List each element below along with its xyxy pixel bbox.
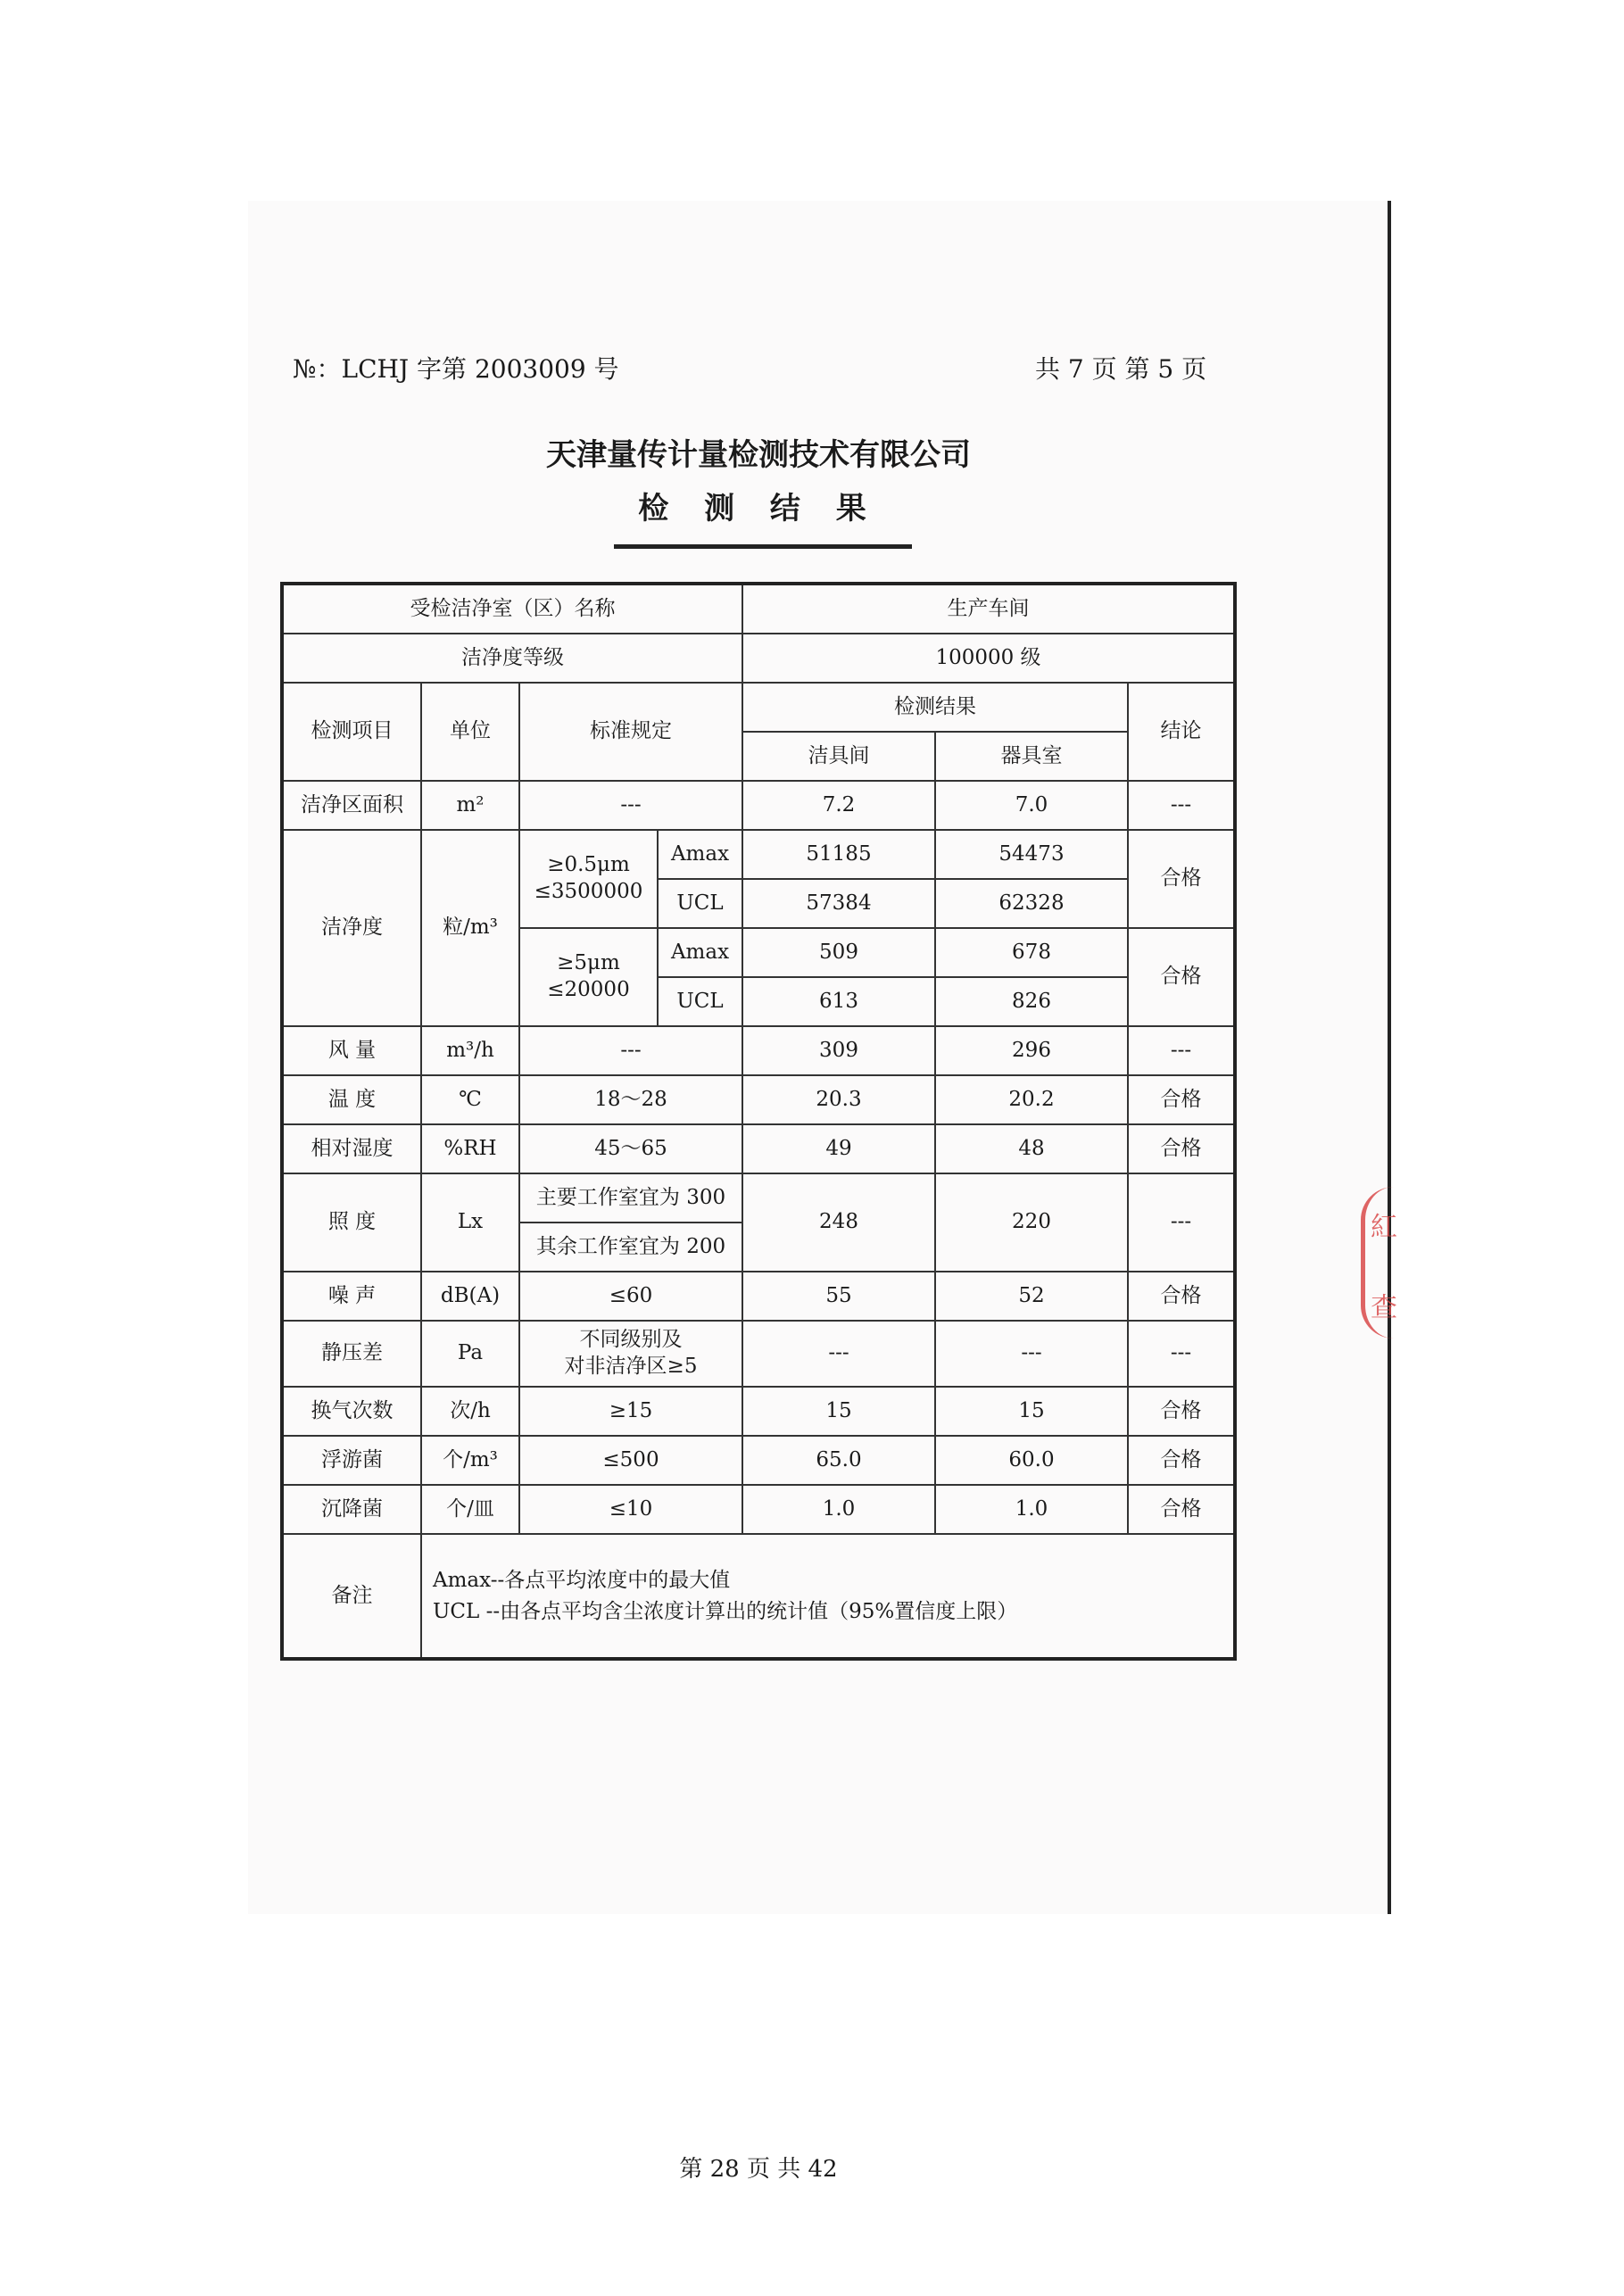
stat-label-cell: UCL — [658, 977, 742, 1026]
standard-cell: 主要工作室宜为 300 — [519, 1173, 742, 1223]
value-cell: 49 — [742, 1124, 935, 1173]
unit-cell: ℃ — [421, 1075, 519, 1124]
conclusion-cell: --- — [1128, 1173, 1235, 1272]
note-line: UCL --由各点平均含尘浓度计算出的统计值（95%置信度上限） — [433, 1599, 1018, 1623]
grade-value: 100000 级 — [742, 634, 1235, 683]
standard-line: ≥5μm — [557, 951, 620, 975]
conclusion-cell: 合格 — [1128, 1272, 1235, 1321]
standard-line: 不同级别及 — [579, 1328, 683, 1352]
standard-cell — [519, 928, 658, 1026]
item-cell: 温 度 — [282, 1075, 421, 1124]
value-cell: 220 — [935, 1173, 1128, 1272]
table-row — [282, 1124, 1235, 1173]
value-cell: 20.3 — [742, 1075, 935, 1124]
unit-cell: 粒/m³ — [421, 830, 519, 1026]
room-label: 受检洁净室（区）名称 — [282, 584, 742, 634]
item-cell: 洁净度 — [282, 830, 421, 1026]
table-header-row — [282, 683, 1235, 732]
value-cell: 248 — [742, 1173, 935, 1272]
standard-line: 对非洁净区≥5 — [564, 1355, 698, 1378]
value-cell: 54473 — [935, 830, 1128, 879]
page-footer: 第 28 页 共 42 — [679, 2156, 838, 2183]
value-cell: 509 — [742, 928, 935, 977]
grade-label: 洁净度等级 — [282, 634, 742, 683]
conclusion-cell: 合格 — [1128, 1075, 1235, 1124]
conclusion-cell: --- — [1128, 1026, 1235, 1075]
table-row — [282, 1075, 1235, 1124]
unit-cell: Lx — [421, 1173, 519, 1272]
stat-label-cell: Amax — [658, 928, 742, 977]
value-cell: 57384 — [742, 879, 935, 928]
standard-cell: ≤10 — [519, 1485, 742, 1534]
standard-cell: 其余工作室宜为 200 — [519, 1223, 742, 1272]
standard-line: ≤3500000 — [534, 880, 643, 903]
standard-line: ≤20000 — [547, 978, 630, 1001]
item-cell: 浮游菌 — [282, 1436, 421, 1485]
table-row — [282, 634, 1235, 683]
value-cell: 613 — [742, 977, 935, 1026]
value-cell: 1.0 — [742, 1485, 935, 1534]
item-cell: 噪 声 — [282, 1272, 421, 1321]
note-line: Amax--各点平均浓度中的最大值 — [433, 1569, 731, 1592]
unit-cell: %RH — [421, 1124, 519, 1173]
conclusion-cell: 合格 — [1128, 928, 1235, 1026]
table-row — [282, 781, 1235, 830]
table-row — [282, 1485, 1235, 1534]
header-standard: 标准规定 — [519, 683, 742, 781]
value-cell: 52 — [935, 1272, 1128, 1321]
value-cell: 20.2 — [935, 1075, 1128, 1124]
room-value: 生产车间 — [742, 584, 1235, 634]
document-page-info: 共 7 页 第 5 页 — [1035, 354, 1207, 384]
notes-row — [282, 1534, 1235, 1659]
table-row — [282, 1272, 1235, 1321]
item-cell: 静压差 — [282, 1321, 421, 1387]
value-cell: 65.0 — [742, 1436, 935, 1485]
table-row — [282, 830, 1235, 879]
value-cell: 678 — [935, 928, 1128, 977]
item-cell: 沉降菌 — [282, 1485, 421, 1534]
value-cell: 1.0 — [935, 1485, 1128, 1534]
unit-cell: m² — [421, 781, 519, 830]
section-title: 检 测 结 果 — [638, 491, 879, 526]
conclusion-cell: 合格 — [1128, 1485, 1235, 1534]
unit-cell: 次/h — [421, 1387, 519, 1436]
company-name: 天津量传计量检测技术有限公司 — [546, 437, 971, 473]
unit-cell: 个/皿 — [421, 1485, 519, 1534]
item-cell: 照 度 — [282, 1173, 421, 1272]
conclusion-cell: --- — [1128, 1321, 1235, 1387]
conclusion-cell: 合格 — [1128, 1436, 1235, 1485]
standard-cell: ≥15 — [519, 1387, 742, 1436]
header-conclusion: 结论 — [1128, 683, 1235, 781]
conclusion-cell: 合格 — [1128, 1387, 1235, 1436]
value-cell: 60.0 — [935, 1436, 1128, 1485]
value-cell: 7.2 — [742, 781, 935, 830]
value-cell: 296 — [935, 1026, 1128, 1075]
standard-cell: ≤60 — [519, 1272, 742, 1321]
standard-cell: --- — [519, 781, 742, 830]
table-row — [282, 1321, 1235, 1387]
unit-cell: 个/m³ — [421, 1436, 519, 1485]
table-row — [282, 1173, 1235, 1223]
value-cell: --- — [742, 1321, 935, 1387]
red-stamp-fragment: 紅 查 — [1361, 1187, 1394, 1339]
standard-cell: ≤500 — [519, 1436, 742, 1485]
document-number: №：LCHJ 字第 2003009 号 — [293, 354, 619, 384]
item-cell: 换气次数 — [282, 1387, 421, 1436]
value-cell: 51185 — [742, 830, 935, 879]
unit-cell: m³/h — [421, 1026, 519, 1075]
item-cell: 相对湿度 — [282, 1124, 421, 1173]
header-room1: 洁具间 — [742, 732, 935, 781]
value-cell: 55 — [742, 1272, 935, 1321]
results-table — [280, 582, 1237, 1661]
header-unit: 单位 — [421, 683, 519, 781]
item-cell: 洁净区面积 — [282, 781, 421, 830]
conclusion-cell: 合格 — [1128, 830, 1235, 928]
standard-cell — [519, 1321, 742, 1387]
unit-cell: Pa — [421, 1321, 519, 1387]
notes-label: 备注 — [282, 1534, 421, 1659]
value-cell: 62328 — [935, 879, 1128, 928]
header-item: 检测项目 — [282, 683, 421, 781]
stat-label-cell: Amax — [658, 830, 742, 879]
stat-label-cell: UCL — [658, 879, 742, 928]
standard-line: ≥0.5μm — [547, 853, 630, 877]
value-cell: 309 — [742, 1026, 935, 1075]
standard-cell: 18～28 — [519, 1075, 742, 1124]
table-row — [282, 1436, 1235, 1485]
standard-cell: 45～65 — [519, 1124, 742, 1173]
item-cell: 风 量 — [282, 1026, 421, 1075]
standard-cell: --- — [519, 1026, 742, 1075]
value-cell: --- — [935, 1321, 1128, 1387]
table-row — [282, 1026, 1235, 1075]
value-cell: 48 — [935, 1124, 1128, 1173]
value-cell: 15 — [742, 1387, 935, 1436]
value-cell: 15 — [935, 1387, 1128, 1436]
conclusion-cell: --- — [1128, 781, 1235, 830]
table-row — [282, 1387, 1235, 1436]
conclusion-cell: 合格 — [1128, 1124, 1235, 1173]
unit-cell: dB(A) — [421, 1272, 519, 1321]
standard-cell — [519, 830, 658, 928]
header-results: 检测结果 — [742, 683, 1128, 732]
header-room2: 器具室 — [935, 732, 1128, 781]
table-row — [282, 584, 1235, 634]
title-underline — [614, 544, 912, 549]
notes-content — [421, 1534, 1235, 1659]
value-cell: 826 — [935, 977, 1128, 1026]
value-cell: 7.0 — [935, 781, 1128, 830]
